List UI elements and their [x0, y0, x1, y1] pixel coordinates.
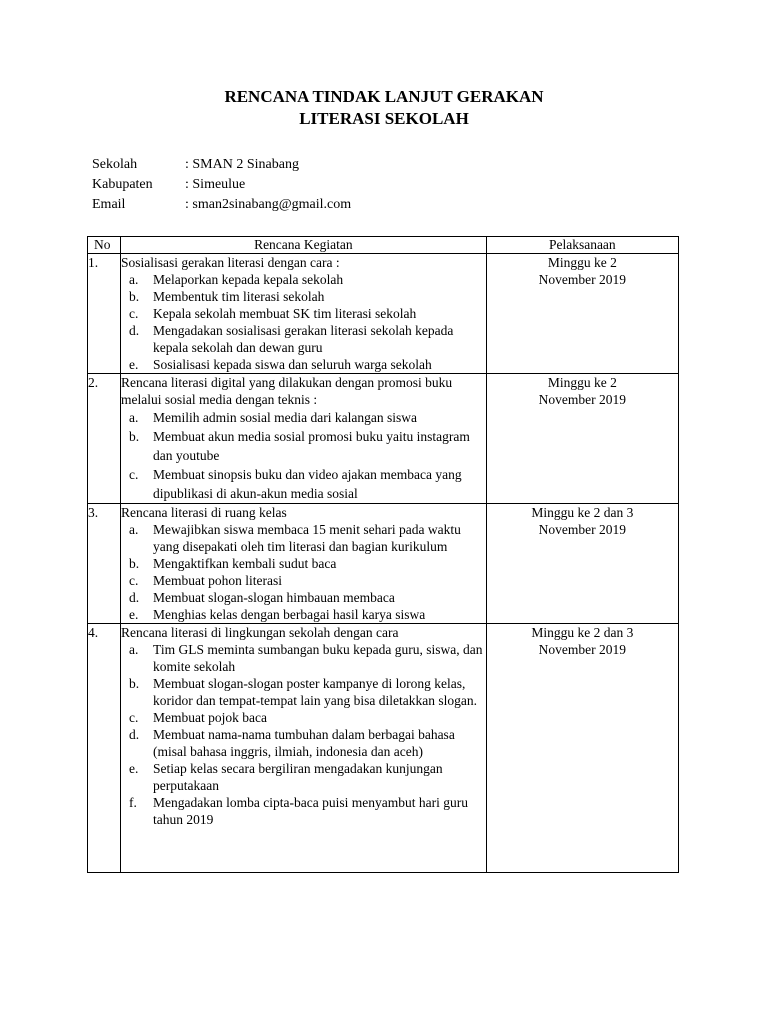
list-marker: c. — [129, 710, 139, 725]
row-number: 4. — [88, 624, 121, 873]
list-text: Mengaktifkan kembali sudut baca — [153, 556, 337, 571]
list-item — [121, 322, 486, 356]
list-item — [121, 641, 486, 675]
document-title — [0, 86, 768, 130]
info-label: Email — [92, 197, 126, 212]
info-label: Kabupaten — [92, 177, 153, 192]
list-item — [121, 606, 486, 623]
list-text: Melaporkan kepada kepala sekolah — [153, 272, 344, 287]
activity-list — [121, 521, 486, 623]
list-item — [121, 521, 486, 555]
schedule-cell — [486, 254, 678, 374]
activity-cell — [121, 624, 487, 873]
list-marker: f. — [129, 795, 137, 810]
list-item — [121, 794, 486, 828]
list-marker: c. — [129, 467, 139, 482]
list-marker: d. — [129, 323, 140, 338]
list-marker: b. — [129, 556, 140, 571]
list-marker: e. — [129, 607, 139, 622]
table-row — [88, 374, 679, 504]
schedule-cell — [486, 504, 678, 624]
title-line-1: RENCANA TINDAK LANJUT GERAKAN — [224, 87, 544, 106]
list-text: Membuat slogan-slogan poster kampanye di lorong kelas, koridor dan tempat-tempat lain yang bisa diletakkan slogan. — [153, 676, 477, 708]
schedule-month: November 2019 — [538, 642, 626, 657]
activity-intro: Rencana literasi di lingkungan sekolah dengan cara — [121, 625, 399, 640]
header-no: No — [88, 237, 121, 254]
list-text: Sosialisasi kepada siswa dan seluruh warga sekolah — [153, 357, 432, 372]
list-text: Membuat sinopsis buku dan video ajakan membaca yang dipublikasi di akun-akun media sosial — [153, 467, 462, 501]
list-text: Memilih admin sosial media dari kalangan siswa — [153, 410, 417, 425]
list-marker: c. — [129, 573, 139, 588]
info-row-school — [92, 155, 351, 175]
list-text: Menghias kelas dengan berbagai hasil karya siswa — [153, 607, 426, 622]
list-item — [121, 726, 486, 760]
list-marker: e. — [129, 761, 139, 776]
list-text: Membuat pojok baca — [153, 710, 268, 725]
list-item — [121, 271, 486, 288]
list-text: Mengadakan sosialisasi gerakan literasi sekolah kepada kepala sekolah dan dewan guru — [153, 323, 454, 355]
info-value: : SMAN 2 Sinabang — [185, 157, 299, 172]
table-header-row — [88, 237, 679, 254]
schedule-cell — [486, 374, 678, 504]
activity-cell — [121, 254, 487, 374]
plan-table — [87, 236, 679, 873]
activity-intro: Rencana literasi digital yang dilakukan dengan promosi buku melalui sosial media dengan teknis : — [121, 375, 453, 407]
schedule-week: Minggu ke 2 dan 3 — [531, 505, 634, 520]
activity-list — [121, 641, 486, 828]
activity-cell — [121, 504, 487, 624]
list-item — [121, 305, 486, 322]
list-text: Membuat slogan-slogan himbauan membaca — [153, 590, 395, 605]
list-item — [121, 589, 486, 606]
list-marker: a. — [129, 642, 139, 657]
activity-list — [121, 271, 486, 373]
row-number: 2. — [88, 374, 121, 504]
list-text: Membuat pohon literasi — [153, 573, 283, 588]
table-row — [88, 254, 679, 374]
activity-intro: Sosialisasi gerakan literasi dengan cara : — [121, 255, 340, 270]
list-marker: d. — [129, 727, 140, 742]
list-item — [121, 709, 486, 726]
school-info — [92, 155, 351, 215]
info-label: Sekolah — [92, 157, 138, 172]
info-value: : Simeulue — [185, 177, 246, 192]
list-text: Tim GLS meminta sumbangan buku kepada guru, siswa, dan komite sekolah — [153, 642, 483, 674]
header-kegiatan: Rencana Kegiatan — [121, 237, 487, 254]
list-marker: b. — [129, 289, 140, 304]
list-marker: b. — [129, 676, 140, 691]
activity-intro: Rencana literasi di ruang kelas — [121, 505, 287, 520]
list-text: Membuat akun media sosial promosi buku yaitu instagram dan youtube — [153, 429, 470, 463]
list-item — [121, 555, 486, 572]
list-item — [121, 288, 486, 305]
info-row-email — [92, 195, 351, 215]
list-marker: e. — [129, 357, 139, 372]
schedule-cell — [486, 624, 678, 873]
list-item — [121, 465, 486, 503]
schedule-month: November 2019 — [538, 392, 626, 407]
list-item — [121, 427, 486, 465]
list-text: Membentuk tim literasi sekolah — [153, 289, 325, 304]
list-marker: d. — [129, 590, 140, 605]
list-item — [121, 408, 486, 427]
table-row — [88, 504, 679, 624]
list-text: Kepala sekolah membuat SK tim literasi sekolah — [153, 306, 417, 321]
list-item — [121, 572, 486, 589]
header-pelaksanaan: Pelaksanaan — [486, 237, 678, 254]
list-text: Setiap kelas secara bergiliran mengadakan kunjungan perputakaan — [153, 761, 443, 793]
list-text: Mewajibkan siswa membaca 15 menit sehari pada waktu yang disepakati oleh tim literasi dan bagian kurikulum — [153, 522, 461, 554]
list-marker: a. — [129, 272, 139, 287]
list-marker: a. — [129, 410, 139, 425]
activity-cell — [121, 374, 487, 504]
schedule-month: November 2019 — [538, 272, 626, 287]
schedule-month: November 2019 — [538, 522, 626, 537]
schedule-week: Minggu ke 2 dan 3 — [531, 625, 634, 640]
list-item — [121, 675, 486, 709]
activity-list — [121, 408, 486, 503]
list-item — [121, 356, 486, 373]
schedule-week: Minggu ke 2 — [547, 255, 617, 270]
info-row-district — [92, 175, 351, 195]
list-text: Membuat nama-nama tumbuhan dalam berbagai bahasa (misal bahasa inggris, ilmiah, indonesia dan aceh) — [153, 727, 455, 759]
list-marker: b. — [129, 429, 140, 444]
list-marker: a. — [129, 522, 139, 537]
list-item — [121, 760, 486, 794]
list-text: Mengadakan lomba cipta-baca puisi menyambut hari guru tahun 2019 — [153, 795, 468, 827]
schedule-week: Minggu ke 2 — [547, 375, 617, 390]
row-number: 1. — [88, 254, 121, 374]
title-line-2: LITERASI SEKOLAH — [299, 109, 469, 128]
info-value: : sman2sinabang@gmail.com — [185, 197, 352, 212]
list-marker: c. — [129, 306, 139, 321]
row-number: 3. — [88, 504, 121, 624]
table-row — [88, 624, 679, 873]
